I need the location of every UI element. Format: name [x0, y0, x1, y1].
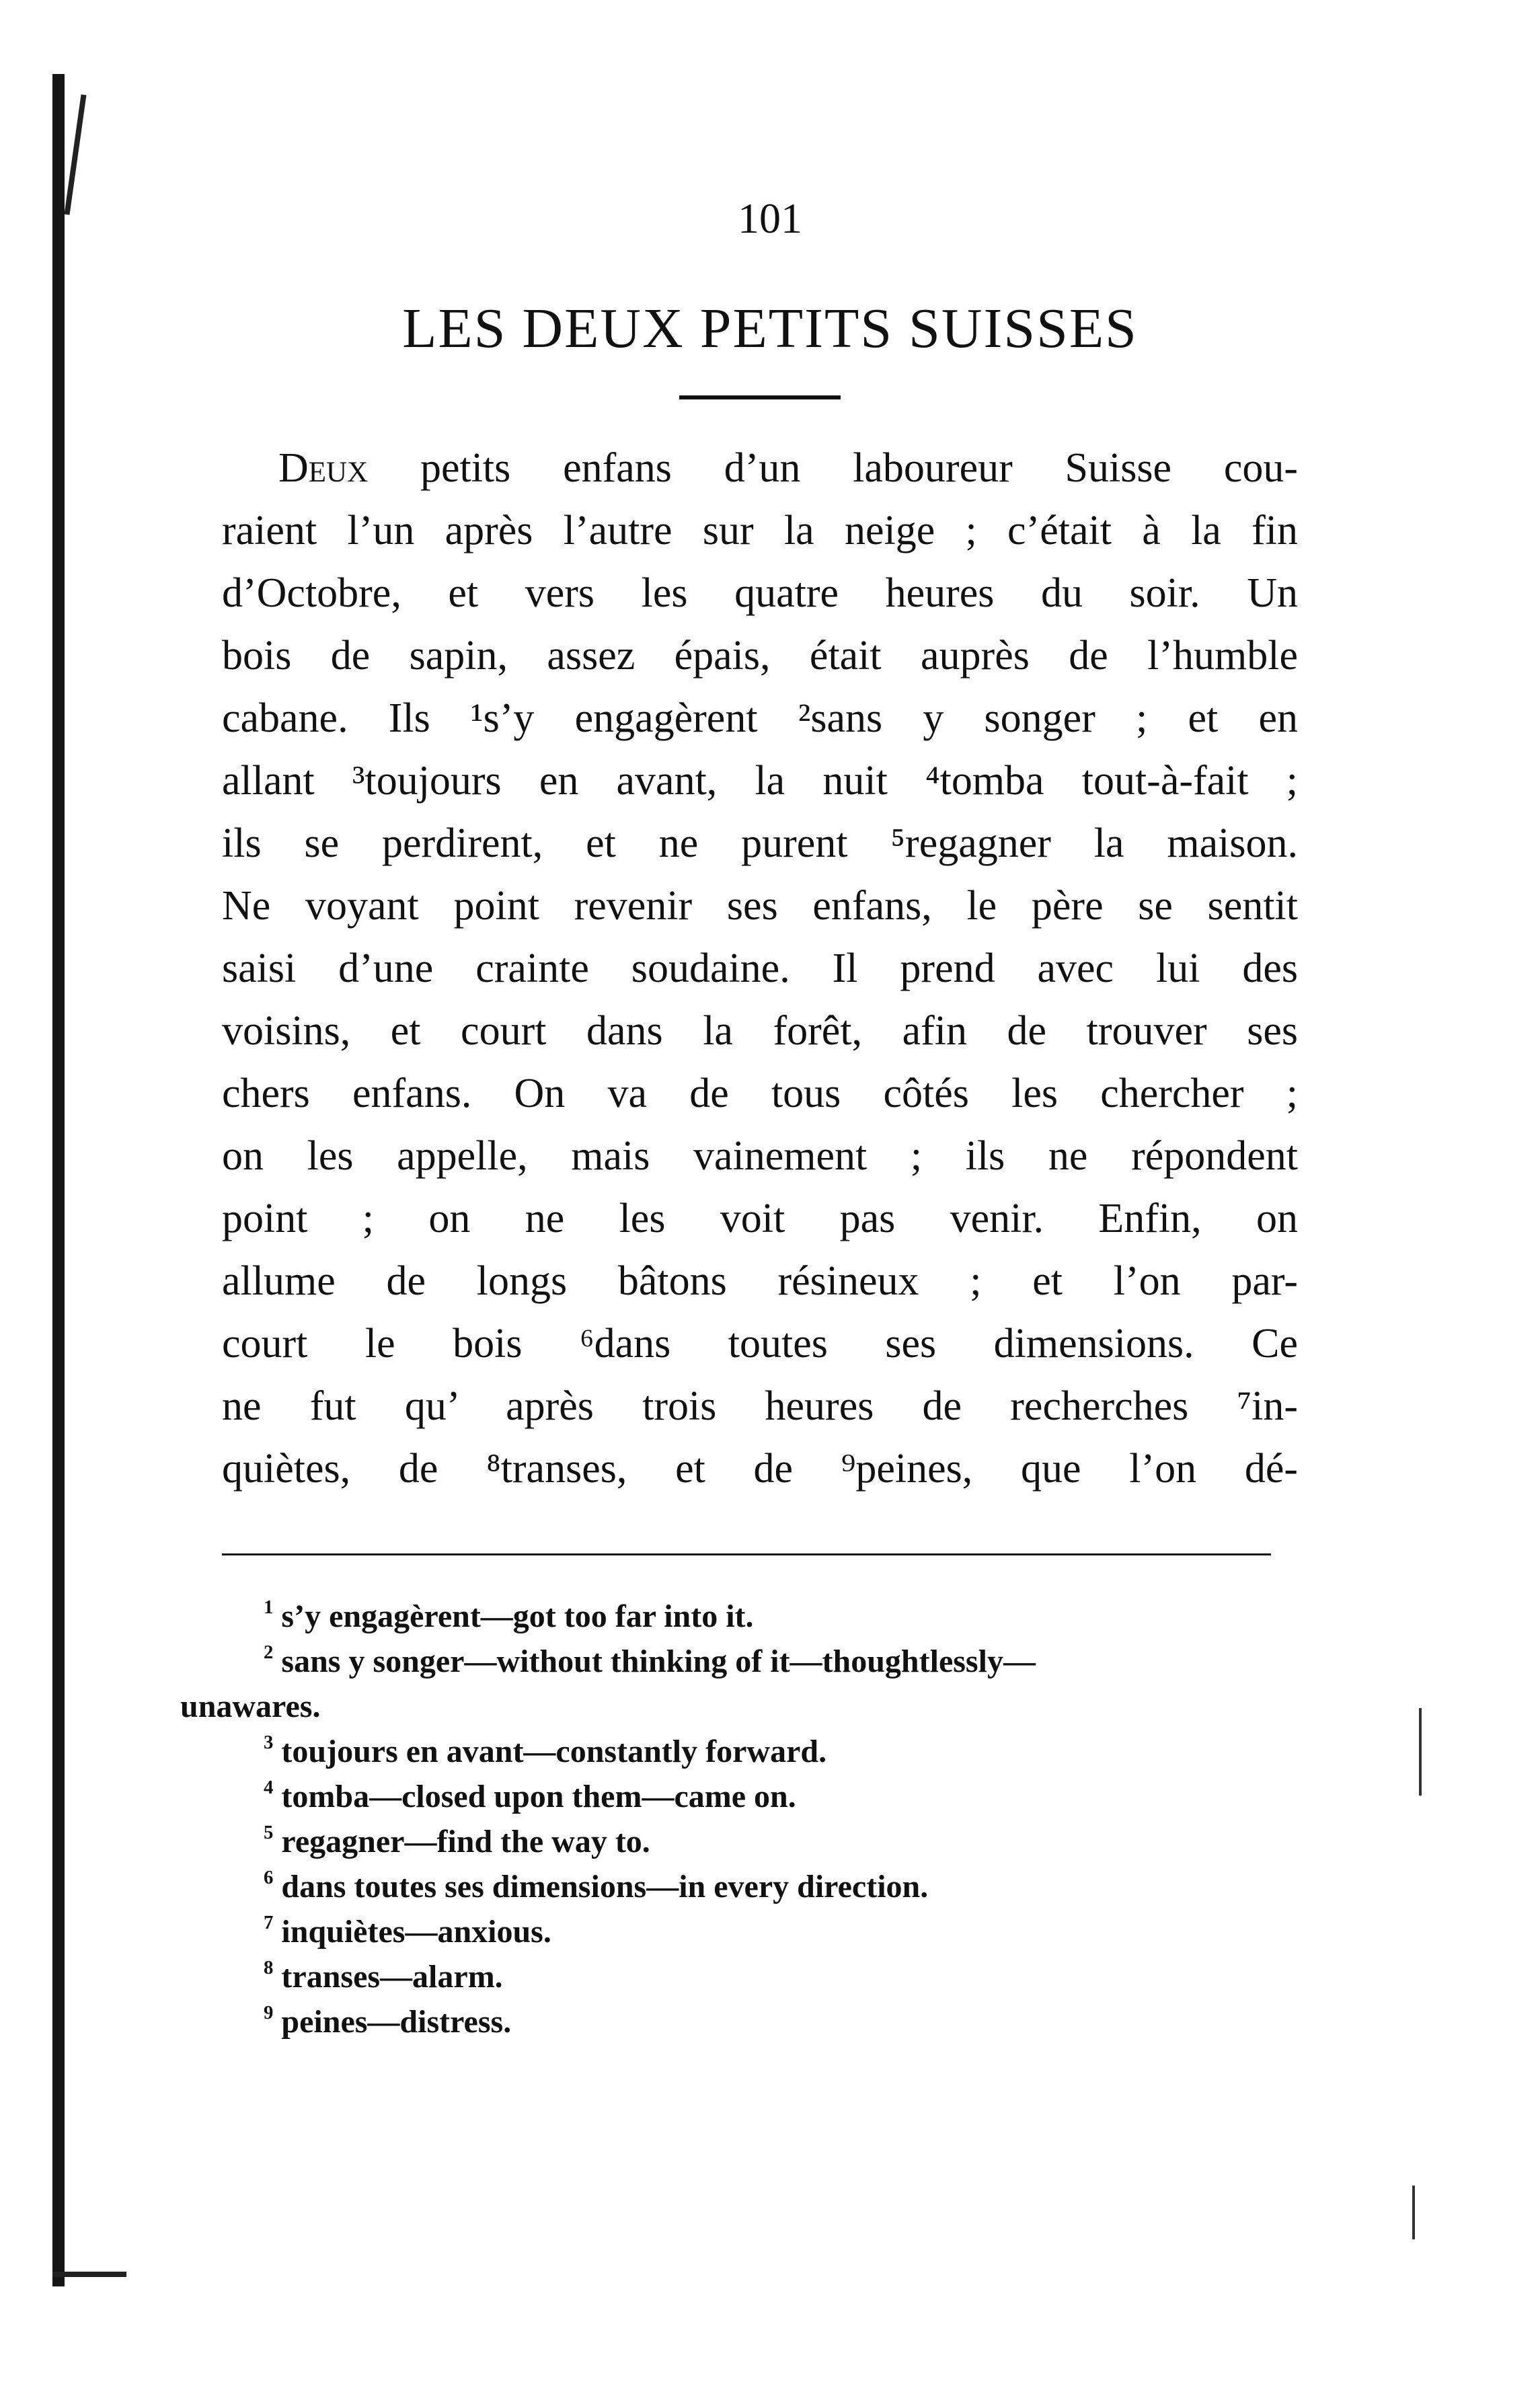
book-binding-edge [52, 74, 65, 2286]
body-line: ne fut qu’ après trois heures de recherches ⁷in- [222, 1383, 1298, 1429]
body-line: raient l’un après l’autre sur la neige ; c’était à la fin [222, 508, 1298, 553]
body-text [222, 437, 1298, 1500]
body-line: on les appelle, mais vainement ; ils ne répondent [222, 1133, 1298, 1179]
body-line: saisi d’une crainte soudaine. Il prend avec lui des [222, 946, 1298, 991]
footnote: $^4$ tomba—closed upon them—came on. [264, 1776, 796, 1814]
binding-foot-mark [52, 2272, 126, 2277]
body-line: Deux petits enfans d’un laboureur Suisse cou- [278, 445, 1298, 491]
body-line: court le bois ⁶dans toutes ses dimensions. Ce [222, 1321, 1298, 1366]
body-line: bois de sapin, assez épais, était auprès de l’humble [222, 633, 1298, 679]
footnote: $^1$ s’y engagèrent—got too far into it. [264, 1596, 754, 1634]
body-line: cabane. Ils ¹s’y engagèrent ²sans y songer ; et en [222, 695, 1298, 741]
page-number: 101 [738, 194, 802, 242]
body-line: allume de longs bâtons résineux ; et l’on par- [222, 1258, 1298, 1304]
title-rule [679, 395, 841, 399]
edge-mark [1419, 1708, 1422, 1796]
footnote-number: 9 [264, 2001, 274, 2023]
footnote-continuation: unawares. [180, 1689, 321, 1724]
footnote-number: 3 [264, 1731, 274, 1753]
footnote: $^2$ sans y songer—without thinking of it—thoughtlessly— [264, 1641, 1036, 1679]
footnotes [180, 1594, 1310, 2044]
footnote-number: 8 [264, 1956, 274, 1978]
footnote-number: 6 [264, 1866, 274, 1888]
body-line: ils se perdirent, et ne purent ⁵regagner la maison. [222, 820, 1298, 866]
chapter-title: LES DEUX PETITS SUISSES [402, 297, 1138, 360]
footnote-number: 4 [264, 1776, 274, 1798]
footnote-number: 7 [264, 1911, 274, 1933]
body-line: point ; on ne les voit pas venir. Enfin, on [222, 1196, 1298, 1241]
body-line: allant ³toujours en avant, la nuit ⁴tomba tout-à-fait ; [222, 758, 1298, 804]
footnote: $^7$ inquiètes—anxious. [264, 1911, 551, 1950]
footnote: $^9$ peines—distress. [264, 2001, 512, 2040]
body-line: voisins, et court dans la forêt, afin de trouver ses [222, 1008, 1298, 1054]
body-line: chers enfans. On va de tous côtés les chercher ; [222, 1071, 1298, 1116]
edge-mark [1412, 2186, 1415, 2239]
body-line: d’Octobre, et vers les quatre heures du soir. Un [222, 570, 1298, 616]
footnote: $^5$ regagner—find the way to. [264, 1821, 650, 1859]
footnote: $^3$ toujours en avant—constantly forward. [264, 1731, 827, 1769]
footnote-number: 5 [264, 1821, 274, 1843]
footnote-rule [222, 1553, 1271, 1555]
footnote: $^8$ transes—alarm. [264, 1956, 503, 1995]
footnote: $^6$ dans toutes ses dimensions—in every direction. [264, 1866, 929, 1904]
footnote-number: 1 [264, 1596, 274, 1618]
first-word: Deux [278, 445, 369, 491]
body-line: quiètes, de ⁸transes, et de ⁹peines, que l’on dé- [222, 1446, 1298, 1492]
footnote-number: 2 [264, 1641, 274, 1663]
body-line: Ne voyant point revenir ses enfans, le père se sentit [222, 883, 1298, 929]
